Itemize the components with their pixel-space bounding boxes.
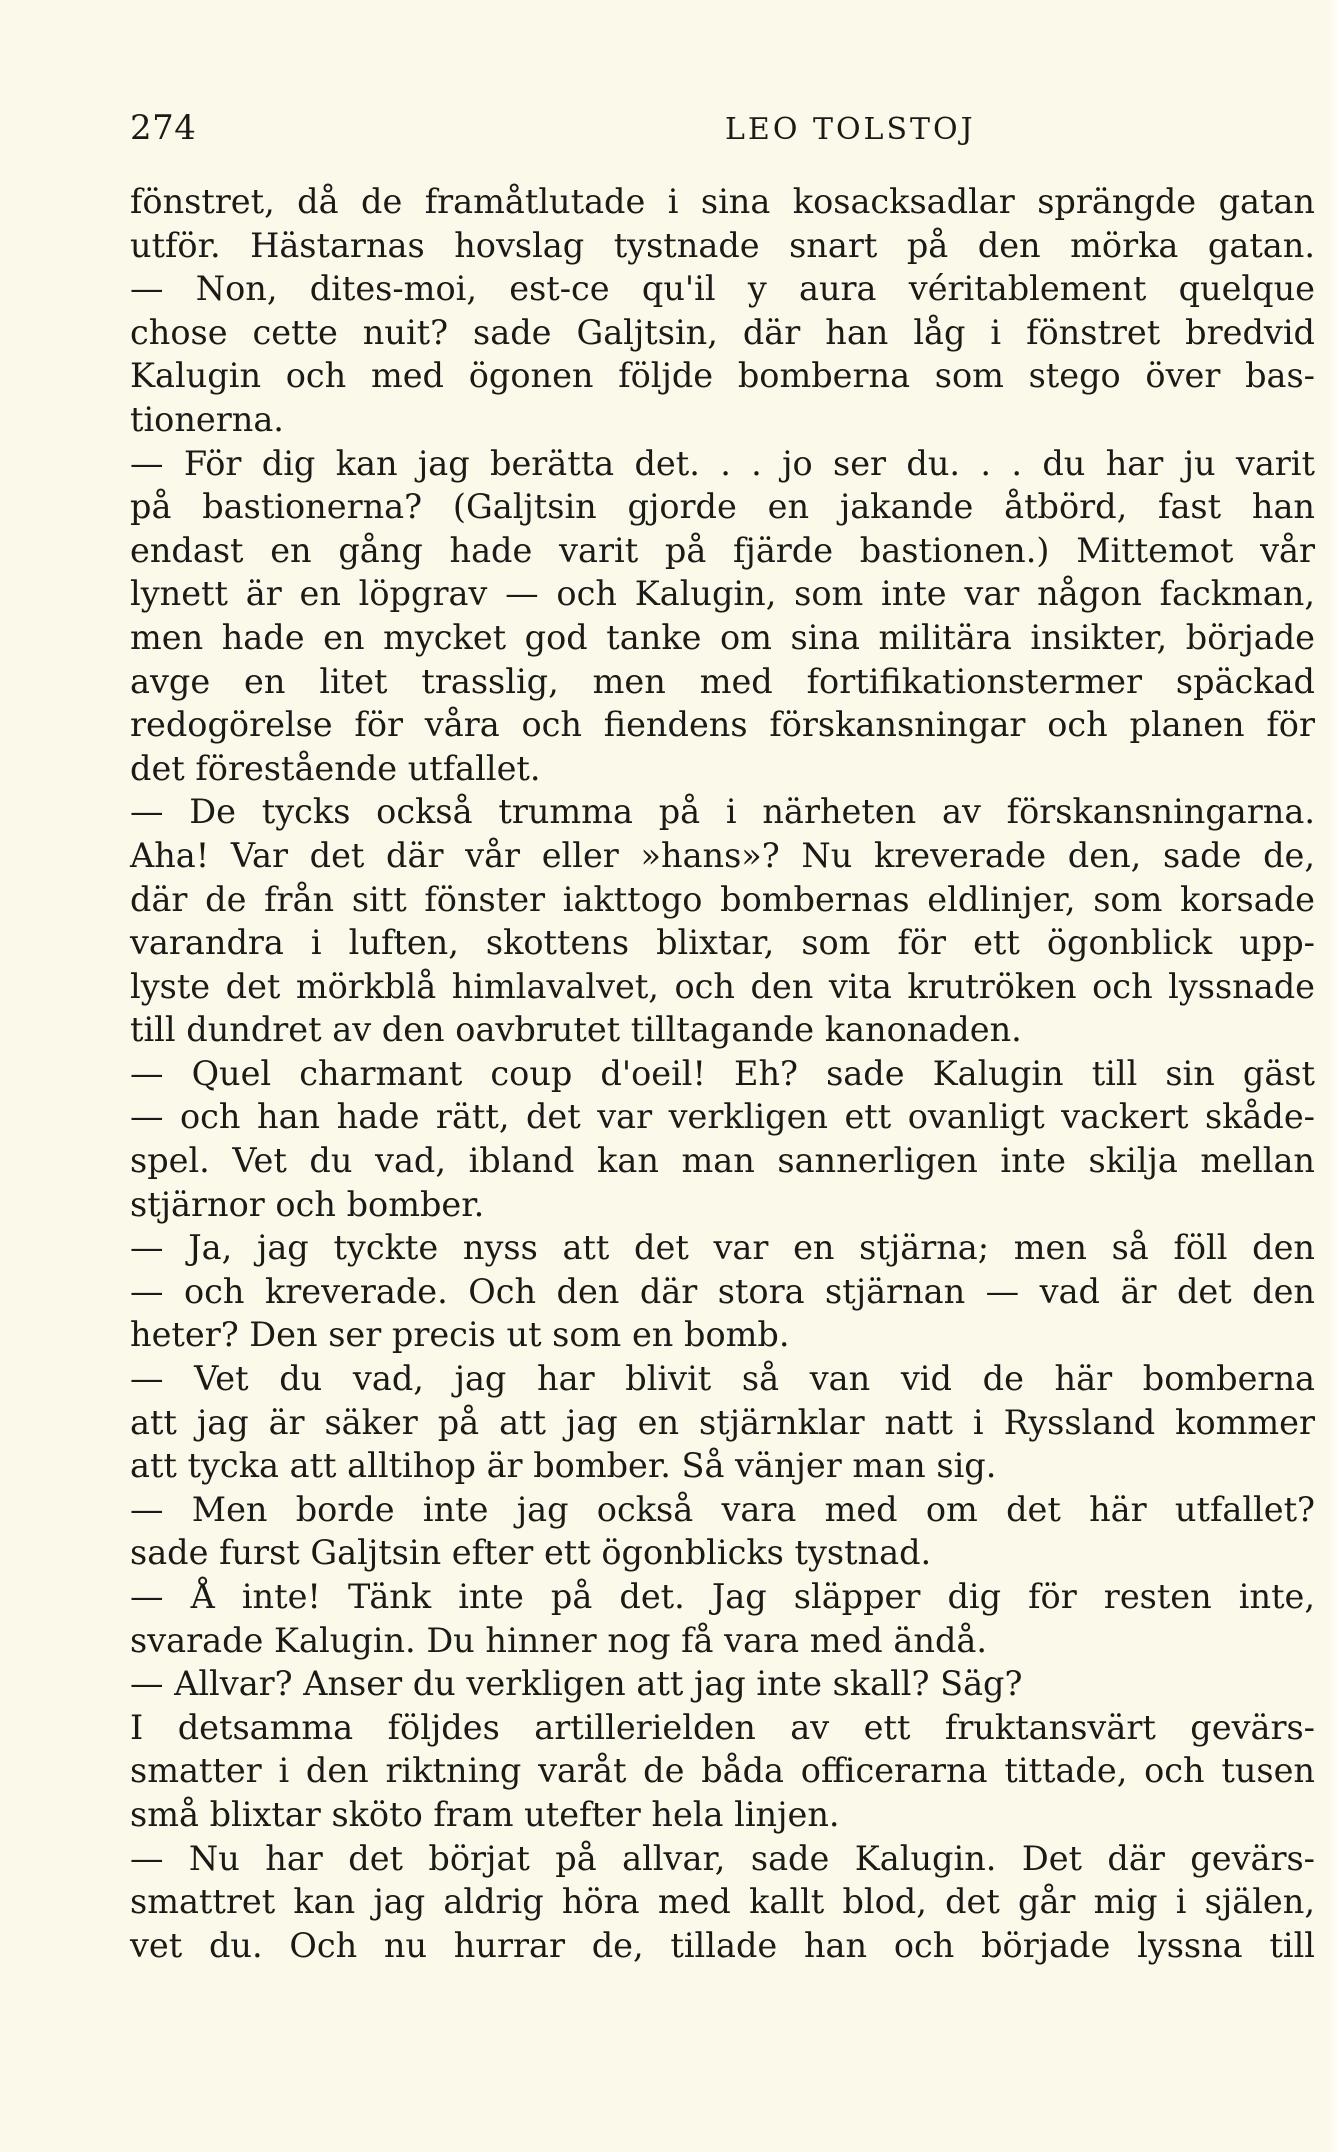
text-line: att jag är säker på att jag en stjärnklar natt i Ryssland kommer	[130, 1402, 1315, 1442]
text-line: varandra i luften, skottens blixtar, som för ett ögonblick upp-	[130, 923, 1315, 963]
text-line: lynett är en löpgrav — och Kalugin, som inte var någon fackman,	[130, 574, 1315, 614]
text-line: små blixtar sköto fram utefter hela linjen.	[130, 1794, 840, 1834]
text-line: men hade en mycket god tanke om sina militära insikter, började	[130, 617, 1315, 657]
text-line: endast en gång hade varit på fjärde bastionen.) Mittemot vår	[130, 530, 1315, 570]
text-line: smattret kan jag aldrig höra med kallt blod, det går mig i själen,	[130, 1882, 1315, 1922]
running-head: LEO TOLSTOJ	[725, 112, 976, 147]
text-line: redogörelse för våra och fiendens förskansningar och planen för	[130, 705, 1315, 745]
text-line: — Allvar? Anser du verkligen att jag inte skall? Säg?	[130, 1664, 1023, 1704]
body-text	[130, 180, 1315, 1967]
text-line: till dundret av den oavbrutet tilltagande kanonaden.	[130, 1010, 1022, 1050]
page-edge	[1329, 0, 1339, 2152]
text-line: Aha! Var det där vår eller »hans»? Nu kreverade den, sade de,	[130, 835, 1315, 875]
text-line: spel. Vet du vad, ibland kan man sannerligen inte skilja mellan	[130, 1141, 1315, 1181]
text-line: smatter i den riktning varåt de båda officerarna tittade, och tusen	[130, 1751, 1315, 1791]
text-line: tionerna.	[130, 399, 284, 439]
text-line: utför. Hästarnas hovslag tystnade snart på den mörka gatan.	[130, 225, 1315, 265]
text-line: fönstret, då de framåtlutade i sina kosacksadlar sprängde gatan	[130, 182, 1315, 221]
text-line: — Non, dites-moi, est-ce qu'il y aura véritablement quelque	[130, 269, 1315, 309]
text-line: — Nu har det börjat på allvar, sade Kalugin. Det där gevärs-	[130, 1838, 1315, 1878]
text-line: — Å inte! Tänk inte på det. Jag släpper dig för resten inte,	[130, 1577, 1315, 1616]
text-line: det förestående utfallet.	[130, 748, 541, 788]
text-line: chose cette nuit? sade Galjtsin, där han låg i fönstret bredvid	[130, 312, 1315, 352]
text-line: svarade Kalugin. Du hinner nog få vara med ändå.	[130, 1620, 988, 1660]
text-line: — För dig kan jag berätta det. . . jo ser du. . . du har ju varit	[130, 443, 1315, 483]
text-line: att tycka att alltihop är bomber. Så vänjer man sig.	[130, 1446, 997, 1486]
text-line: på bastionerna? (Galjtsin gjorde en jakande åtbörd, fast han	[130, 487, 1315, 527]
text-line: — Men borde inte jag också vara med om det här utfallet?	[130, 1489, 1315, 1529]
text-line: — Ja, jag tyckte nyss att det var en stjärna; men så föll den	[130, 1228, 1315, 1268]
page-header	[130, 108, 1315, 158]
text-line: Kalugin och med ögonen följde bomberna som stego över bas-	[130, 356, 1315, 396]
text-line: — Vet du vad, jag har blivit så van vid de här bomberna	[130, 1359, 1315, 1399]
page-number: 274	[130, 108, 197, 148]
text-line: — Quel charmant coup d'oeil! Eh? sade Kalugin till sin gäst	[130, 1053, 1315, 1093]
text-line: avge en litet trasslig, men med fortifikationstermer späckad	[130, 661, 1315, 701]
text-line: lyste det mörkblå himlavalvet, och den vita krutröken och lyssnade	[130, 966, 1315, 1006]
text-line: — De tycks också trumma på i närheten av förskansningarna.	[130, 792, 1315, 832]
text-line: heter? Den ser precis ut som en bomb.	[130, 1315, 790, 1355]
text-line: där de från sitt fönster iakttogo bombernas eldlinjer, som korsade	[130, 879, 1315, 919]
text-line: — och han hade rätt, det var verkligen ett ovanligt vackert skåde-	[130, 1097, 1315, 1137]
text-line: I detsamma följdes artillerielden av ett fruktansvärt gevärs-	[130, 1707, 1315, 1747]
text-line: vet du. Och nu hurrar de, tillade han och började lyssna till	[130, 1925, 1315, 1965]
text-line: sade furst Galjtsin efter ett ögonblicks tystnad.	[130, 1533, 932, 1573]
text-line: — och kreverade. Och den där stora stjärnan — vad är det den	[130, 1271, 1315, 1311]
text-line: stjärnor och bomber.	[130, 1184, 485, 1224]
